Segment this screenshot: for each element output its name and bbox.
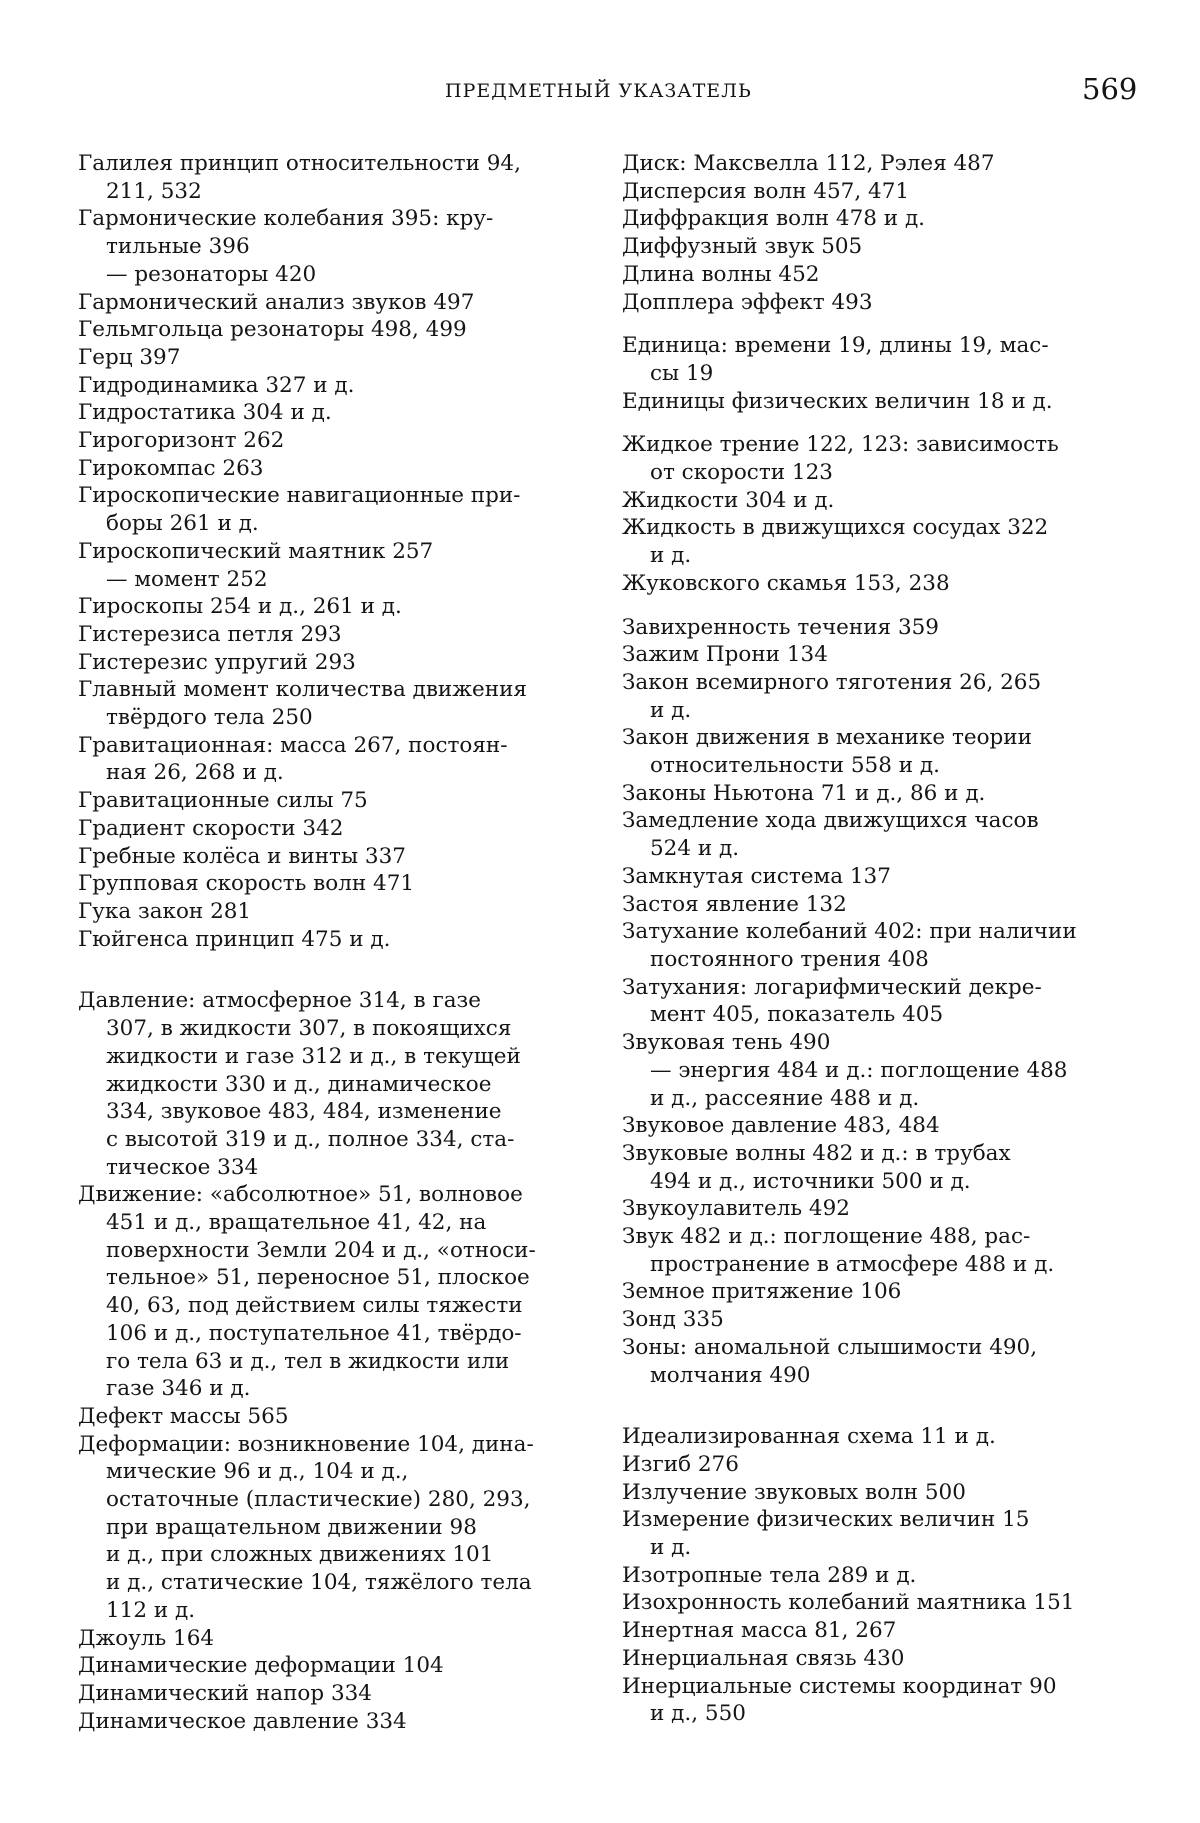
index-entry-line: с высотой 319 и д., полное 334, ста- <box>106 1126 515 1152</box>
index-entry-line: ная 26, 268 и д. <box>106 760 284 786</box>
page-header <box>0 72 1200 112</box>
index-entry-line: Гравитационная: масса 267, постоян- <box>78 732 508 758</box>
index-entry-line: Затухания: логарифмический декре- <box>622 974 1042 1000</box>
index-entry-line: Инертная масса 81, 267 <box>622 1618 897 1644</box>
index-entry <box>622 780 1130 808</box>
index-entry-line: постоянного трения 408 <box>650 946 929 972</box>
index-entry <box>78 676 586 731</box>
index-entry-line: Герц 397 <box>78 344 181 370</box>
index-entry <box>622 233 1130 261</box>
index-entry-line: Длина волны 452 <box>622 261 820 287</box>
index-entry-line: и д., 550 <box>650 1701 746 1727</box>
index-entry <box>622 332 1130 387</box>
index-entry-line: и д., статические 104, тяжёлого тела <box>106 1570 532 1596</box>
index-entry <box>622 514 1130 569</box>
index-entry-line: пространение в атмосфере 488 и д. <box>650 1251 1055 1277</box>
index-entry <box>78 372 586 400</box>
index-entry <box>622 918 1130 973</box>
index-entry <box>622 1673 1130 1728</box>
index-entry-line: Дисперсия волн 457, 471 <box>622 178 910 204</box>
index-entry-line: твёрдого тела 250 <box>106 705 313 731</box>
index-entry <box>622 1589 1130 1617</box>
index-entry-line: Гирогоризонт 262 <box>78 428 285 454</box>
index-entry <box>622 863 1130 891</box>
index-entry <box>622 388 1130 416</box>
index-entry <box>78 815 586 843</box>
index-entry <box>622 205 1130 233</box>
index-entry-line: и д., при сложных движениях 101 <box>106 1542 494 1568</box>
index-entry-line: Инерциальные системы координат 90 <box>622 1673 1057 1699</box>
index-entry-line: Жуковского скамья 153, 238 <box>622 570 950 596</box>
index-entry-line: Главный момент количества движения <box>78 677 527 703</box>
index-entry <box>622 570 1130 598</box>
index-entry <box>622 1195 1130 1223</box>
index-entry-line: Гистерезиса петля 293 <box>78 621 342 647</box>
index-entry <box>78 205 586 260</box>
section-gap <box>622 598 1130 614</box>
index-entry <box>622 1029 1130 1057</box>
index-entry-line: Излучение звуковых волн 500 <box>622 1479 966 1505</box>
index-entry-line: Звуковое давление 483, 484 <box>622 1113 940 1139</box>
index-entry <box>78 399 586 427</box>
index-entry-line: Диффракция волн 478 и д. <box>622 206 926 232</box>
index-column-right <box>622 150 1130 1728</box>
index-entry-line: 40, 63, под действием силы тяжести <box>106 1293 523 1319</box>
index-entry <box>78 1652 586 1680</box>
index-entry-line: Деформации: возникновение 104, дина- <box>78 1431 534 1457</box>
index-entry-line: молчания 490 <box>650 1362 811 1388</box>
index-entry-line: относительности 558 и д. <box>650 753 940 779</box>
index-entry <box>622 1617 1130 1645</box>
index-entry-line: Закон движения в механике теории <box>622 725 1032 751</box>
index-entry <box>622 724 1130 779</box>
index-entry <box>78 289 586 317</box>
index-entry-line: тильные 396 <box>106 234 250 260</box>
index-entry-line: Галилея принцип относительности 94, <box>78 151 521 176</box>
index-entry <box>78 261 586 289</box>
index-entry-line: Замкнутая система 137 <box>622 863 891 889</box>
index-entry-line: мент 405, показатель 405 <box>650 1002 944 1028</box>
index-entry-line: Диск: Максвелла 112, Рэлея 487 <box>622 151 995 176</box>
index-entry-line: Измерение физических величин 15 <box>622 1507 1030 1533</box>
index-entry-line: Градиент скорости 342 <box>78 815 344 841</box>
index-entry-line: и д. <box>650 1535 692 1561</box>
index-entry-line: Гельмгольца резонаторы 498, 499 <box>78 317 467 343</box>
index-entry <box>78 427 586 455</box>
index-entry <box>622 1479 1130 1507</box>
index-entry <box>622 891 1130 919</box>
index-entry-line: Затухание колебаний 402: при наличии <box>622 919 1077 945</box>
index-entry-line: газе 346 и д. <box>106 1376 251 1402</box>
index-entry <box>622 487 1130 515</box>
index-entry-line: Давление: атмосферное 314, в газе <box>78 988 481 1014</box>
index-entry <box>78 1403 586 1431</box>
index-entry-line: Звук 482 и д.: поглощение 488, рас- <box>622 1224 1031 1250</box>
index-entry <box>622 1451 1130 1479</box>
index-entry-line: Гистерезис упругий 293 <box>78 649 356 675</box>
section-gap <box>622 316 1130 332</box>
index-entry <box>78 593 586 621</box>
index-entry <box>78 1625 586 1653</box>
index-entry <box>78 732 586 787</box>
index-entry-line: Жидкости 304 и д. <box>622 487 835 513</box>
index-entry-line: Инерциальная связь 430 <box>622 1645 905 1671</box>
index-entry-line: и д., рассеяние 488 и д. <box>650 1085 920 1111</box>
index-entry <box>78 621 586 649</box>
index-column-left <box>78 150 586 1735</box>
index-entry-line: Звукоулавитель 492 <box>622 1196 850 1222</box>
index-entry-line: Гироскопические навигационные при- <box>78 483 521 509</box>
index-entry-line: — момент 252 <box>106 566 268 592</box>
index-entry-line: Гюйгенса принцип 475 и д. <box>78 926 391 952</box>
index-entry-line: Жидкость в движущихся сосудах 322 <box>622 515 1049 541</box>
index-entry-line: Изохронность колебаний маятника 151 <box>622 1590 1075 1616</box>
index-entry-line: Гребные колёса и винты 337 <box>78 843 406 869</box>
index-entry <box>622 261 1130 289</box>
index-entry <box>78 482 586 537</box>
index-entry-line: Идеализированная схема 11 и д. <box>622 1424 996 1450</box>
index-entry-line: Гидростатика 304 и д. <box>78 400 332 426</box>
index-entry-line: Диффузный звук 505 <box>622 234 863 260</box>
index-entry-line: Динамическое давление 334 <box>78 1708 407 1734</box>
index-entry <box>622 1423 1130 1451</box>
index-entry-line: Единица: времени 19, длины 19, мас- <box>622 333 1049 359</box>
index-entry-line: от скорости 123 <box>650 460 833 486</box>
index-entry-line: Застоя явление 132 <box>622 891 847 917</box>
index-entry-line: Единицы физических величин 18 и д. <box>622 388 1053 414</box>
index-entry-line: Зажим Прони 134 <box>622 642 828 668</box>
index-entry-line: 106 и д., поступательное 41, твёрдо- <box>106 1320 522 1346</box>
index-entry-line: Зонд 335 <box>622 1307 724 1333</box>
index-entry-line: — резонаторы 420 <box>106 261 317 287</box>
index-entry-line: 334, звуковое 483, 484, изменение <box>106 1099 502 1125</box>
index-entry-line: Джоуль 164 <box>78 1625 215 1651</box>
index-entry-line: Гармонический анализ звуков 497 <box>78 289 475 315</box>
index-entry-line: Звуковые волны 482 и д.: в трубах <box>622 1140 1011 1166</box>
index-entry <box>622 178 1130 206</box>
index-entry-line: Допплера эффект 493 <box>622 289 873 315</box>
index-entry <box>78 455 586 483</box>
index-entry <box>78 870 586 898</box>
index-entry-line: мические 96 и д., 104 и д., <box>106 1459 409 1485</box>
index-entry-line: Гироскопический маятник 257 <box>78 538 434 564</box>
index-entry-line: жидкости и газе 312 и д., в текущей <box>106 1043 521 1069</box>
index-entry-line: — энергия 484 и д.: поглощение 488 <box>650 1057 1068 1083</box>
index-entry-line: тическое 334 <box>106 1154 259 1180</box>
index-entry-line: го тела 63 и д., тел в жидкости или <box>106 1348 510 1374</box>
index-entry-line: Жидкое трение 122, 123: зависимость <box>622 432 1059 458</box>
index-entry-line: 211, 532 <box>106 178 202 204</box>
index-entry-line: Зоны: аномальной слышимости 490, <box>622 1334 1038 1360</box>
index-entry-line: Динамические деформации 104 <box>78 1653 444 1679</box>
index-entry <box>622 669 1130 724</box>
index-entry-line: остаточные (пластические) 280, 293, <box>106 1487 531 1513</box>
index-entry <box>622 1506 1130 1561</box>
index-entry <box>78 1708 586 1736</box>
index-entry <box>622 1112 1130 1140</box>
index-entry-line: сы 19 <box>650 360 714 386</box>
index-entry <box>78 787 586 815</box>
index-entry <box>622 807 1130 862</box>
index-entry-line: 451 и д., вращательное 41, 42, на <box>106 1210 487 1236</box>
running-title: ПРЕДМЕТНЫЙ УКАЗАТЕЛЬ <box>445 80 752 102</box>
index-entry <box>78 843 586 871</box>
index-entry-line: 494 и д., источники 500 и д. <box>650 1168 971 1194</box>
index-entry-line: и д. <box>650 697 692 723</box>
index-entry <box>622 1334 1130 1389</box>
index-entry <box>78 1181 586 1403</box>
index-entry-line: 112 и д. <box>106 1597 196 1623</box>
index-entry <box>622 1562 1130 1590</box>
index-entry <box>78 898 586 926</box>
index-entry <box>78 1431 586 1625</box>
index-entry-line: Земное притяжение 106 <box>622 1279 902 1305</box>
index-entry <box>78 538 586 566</box>
index-entry <box>622 1140 1130 1195</box>
index-entry-line: и д. <box>650 543 692 569</box>
index-entry-line: боры 261 и д. <box>106 511 259 537</box>
index-entry <box>622 289 1130 317</box>
index-entry-line: Динамический напор 334 <box>78 1680 372 1706</box>
index-entry-line: жидкости 330 и д., динамическое <box>106 1071 492 1097</box>
index-entry-line: Групповая скорость волн 471 <box>78 871 415 897</box>
index-entry-line: Движение: «абсолютное» 51, волновое <box>78 1182 523 1208</box>
index-entry-line: Изгиб 276 <box>622 1451 739 1477</box>
index-entry <box>78 649 586 677</box>
index-entry <box>78 987 586 1181</box>
index-entry <box>622 1057 1130 1112</box>
index-entry-line: поверхности Земли 204 и д., «относи- <box>106 1237 536 1263</box>
index-entry-line: Гирокомпас 263 <box>78 455 264 481</box>
index-entry <box>622 1278 1130 1306</box>
index-entry <box>622 641 1130 669</box>
index-entry <box>622 431 1130 486</box>
index-entry-line: Звуковая тень 490 <box>622 1030 831 1056</box>
index-entry-line: Гироскопы 254 и д., 261 и д. <box>78 594 402 620</box>
index-entry-line: Завихренность течения 359 <box>622 614 939 640</box>
index-entry-line: Закон всемирного тяготения 26, 265 <box>622 669 1042 695</box>
index-entry <box>622 1645 1130 1673</box>
index-entry <box>622 1306 1130 1334</box>
index-entry <box>78 316 586 344</box>
index-entry-line: Изотропные тела 289 и д. <box>622 1562 917 1588</box>
section-gap <box>78 953 586 987</box>
index-entry <box>78 344 586 372</box>
index-entry-line: 524 и д. <box>650 836 740 862</box>
section-gap <box>622 1389 1130 1423</box>
index-entry <box>622 614 1130 642</box>
index-entry <box>622 974 1130 1029</box>
index-entry-line: Законы Ньютона 71 и д., 86 и д. <box>622 780 986 806</box>
index-entry <box>622 1223 1130 1278</box>
index-entry-line: при вращательном движении 98 <box>106 1514 477 1540</box>
index-entry <box>78 566 586 594</box>
index-entry-line: Дефект массы 565 <box>78 1403 289 1429</box>
index-entry-line: тельное» 51, переносное 51, плоское <box>106 1265 530 1291</box>
index-entry-line: Гравитационные силы 75 <box>78 788 368 814</box>
index-entry <box>78 1680 586 1708</box>
index-entry-line: Замедление хода движущихся часов <box>622 808 1039 834</box>
index-entry-line: Гармонические колебания 395: кру- <box>78 206 494 232</box>
page-number: 569 <box>1082 72 1138 106</box>
index-entry <box>622 150 1130 178</box>
index-entry-line: Гидродинамика 327 и д. <box>78 372 355 398</box>
section-gap <box>622 415 1130 431</box>
index-entry-line: Гука закон 281 <box>78 898 252 924</box>
index-entry-line: 307, в жидкости 307, в покоящихся <box>106 1016 512 1042</box>
index-entry <box>78 926 586 954</box>
index-entry <box>78 150 586 205</box>
